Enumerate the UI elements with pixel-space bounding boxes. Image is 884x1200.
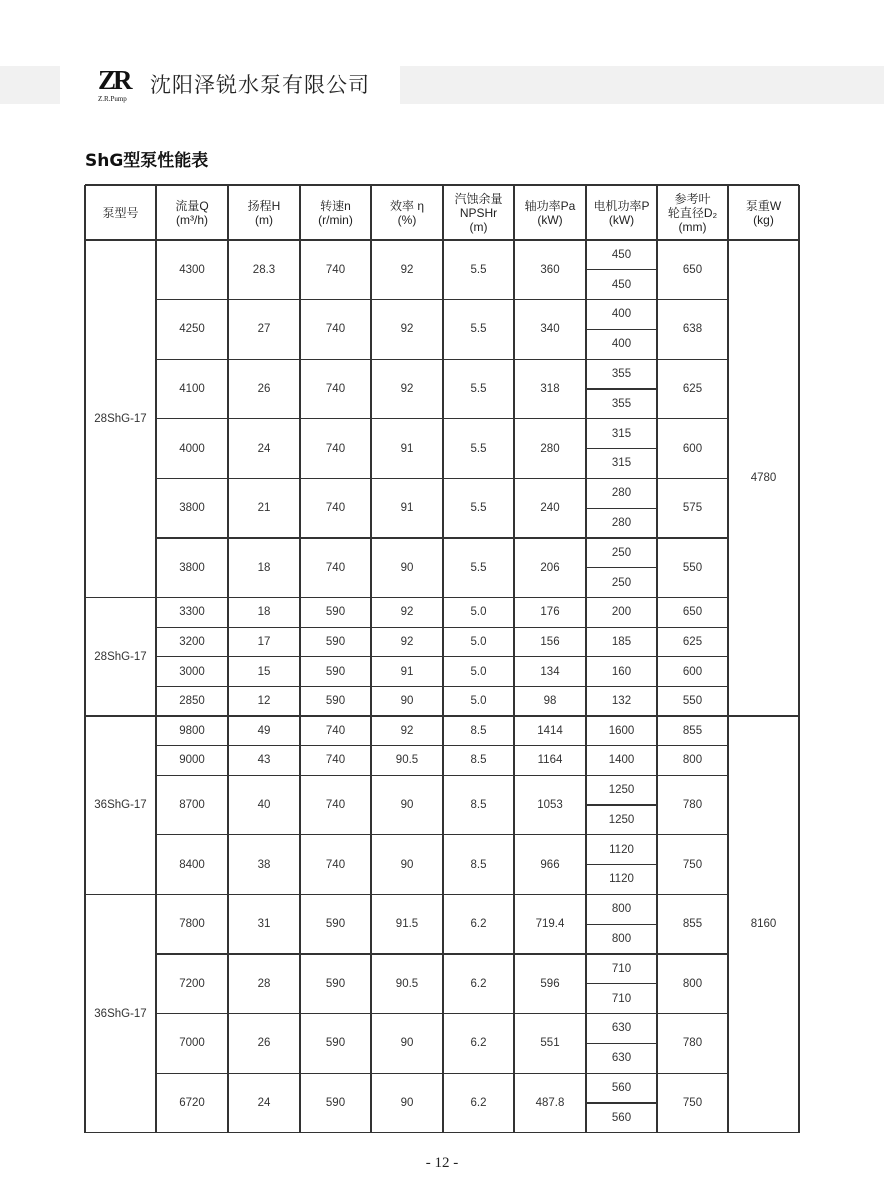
- table-rule: [798, 185, 799, 1133]
- table-cell-motor-power: 132: [611, 695, 632, 708]
- table-cell-h: 21: [257, 502, 271, 515]
- table-cell-npshr: 6.2: [470, 977, 487, 990]
- table-cell-npshr: 6.2: [470, 1096, 487, 1109]
- table-cell-motor-power: 560: [611, 1111, 632, 1124]
- table-cell-motor-power: 1600: [608, 724, 635, 737]
- column-header-line: (mm): [678, 219, 707, 234]
- company-name: 沈阳泽锐水泵有限公司: [150, 73, 370, 97]
- column-header: [300, 185, 371, 240]
- table-cell-n: 740: [325, 798, 346, 811]
- table-cell-eff: 90: [400, 858, 414, 871]
- table-cell-pa: 1414: [537, 724, 563, 737]
- table-cell-impeller-diameter: 650: [682, 263, 703, 276]
- table-cell-weight: 8160: [750, 918, 777, 931]
- table-cell-motor-power: 710: [611, 992, 632, 1005]
- table-rule: [586, 567, 657, 568]
- table-cell-motor-power: 250: [611, 546, 632, 559]
- column-header-line: 汽蚀余量: [454, 191, 503, 206]
- table-rule: [586, 508, 657, 509]
- table-cell-pa: 487.8: [535, 1096, 565, 1109]
- column-header-line: 转速n: [320, 198, 351, 213]
- table-cell-impeller-diameter: 575: [682, 502, 703, 515]
- table-rule: [84, 185, 85, 1133]
- column-header-line: 泵型号: [102, 205, 139, 220]
- table-rule: [586, 804, 657, 805]
- table-cell-model: 28ShG-17: [94, 412, 147, 425]
- column-header: [85, 185, 156, 240]
- column-header-line: (m³/h): [176, 212, 208, 227]
- column-header: [586, 185, 657, 240]
- table-cell-pa: 719.4: [535, 918, 565, 931]
- table-cell-eff: 90: [400, 1096, 414, 1109]
- table-rule: [656, 185, 657, 1133]
- table-rule: [586, 388, 657, 389]
- table-cell-motor-power: 630: [611, 1022, 632, 1035]
- table-cell-npshr: 6.2: [470, 1037, 487, 1050]
- table-cell-pa: 156: [540, 635, 560, 648]
- table-cell-npshr: 5.0: [470, 606, 487, 619]
- column-header-line: (kW): [608, 212, 635, 227]
- column-header-line: 轴功率Pa: [524, 198, 576, 213]
- table-cell-npshr: 5.5: [470, 442, 487, 455]
- table-cell-motor-power: 800: [611, 903, 632, 916]
- table-cell-n: 590: [325, 1096, 346, 1109]
- table-cell-motor-power: 400: [611, 308, 632, 321]
- table-cell-q: 7000: [179, 1037, 205, 1050]
- table-cell-npshr: 8.5: [470, 798, 487, 811]
- table-cell-pa: 98: [543, 695, 557, 708]
- table-cell-pa: 318: [540, 382, 560, 395]
- table-cell-npshr: 5.5: [470, 382, 487, 395]
- column-header-line: (r/min): [318, 212, 353, 227]
- table-cell-q: 3200: [179, 635, 205, 648]
- table-cell-q: 4250: [179, 323, 205, 336]
- table-cell-n: 740: [325, 724, 346, 737]
- table-cell-motor-power: 1250: [608, 813, 635, 826]
- table-cell-q: 8700: [179, 798, 205, 811]
- column-header-line: (m): [255, 212, 273, 227]
- table-cell-npshr: 5.0: [470, 695, 487, 708]
- table-cell-motor-power: 250: [611, 576, 632, 589]
- table-cell-pa: 360: [540, 263, 560, 276]
- table-cell-impeller-diameter: 638: [682, 323, 703, 336]
- table-cell-eff: 90: [400, 798, 414, 811]
- column-header-line: 效率 η: [389, 198, 424, 213]
- table-cell-h: 18: [257, 606, 271, 619]
- table-rule: [586, 924, 657, 925]
- company-logo: [98, 66, 146, 106]
- table-cell-npshr: 6.2: [470, 918, 487, 931]
- table-cell-motor-power: 355: [611, 368, 632, 381]
- table-cell-motor-power: 1250: [608, 784, 635, 797]
- column-header-line: (%): [397, 212, 417, 227]
- column-header: [443, 185, 514, 240]
- table-rule: [155, 185, 156, 1133]
- table-cell-n: 740: [325, 323, 346, 336]
- table-cell-motor-power: 185: [611, 635, 632, 648]
- table-cell-motor-power: 1400: [608, 754, 635, 767]
- table-rule: [442, 185, 443, 1133]
- logo-mark: ZR: [98, 65, 130, 95]
- table-cell-q: 3800: [179, 561, 205, 574]
- column-header: [156, 185, 228, 240]
- table-cell-n: 590: [325, 695, 346, 708]
- table-cell-h: 12: [257, 695, 271, 708]
- table-cell-q: 2850: [179, 695, 205, 708]
- table-cell-n: 740: [325, 263, 346, 276]
- table-cell-pa: 206: [540, 561, 560, 574]
- table-cell-h: 28.3: [252, 263, 276, 276]
- table-cell-eff: 92: [400, 606, 414, 619]
- table-cell-h: 31: [257, 918, 271, 931]
- table-cell-motor-power: 400: [611, 338, 632, 351]
- table-rule: [586, 1043, 657, 1044]
- page-title: ShG型泵性能表: [85, 151, 209, 171]
- table-cell-motor-power: 280: [611, 487, 632, 500]
- table-cell-impeller-diameter: 600: [682, 442, 703, 455]
- table-cell-motor-power: 280: [611, 517, 632, 530]
- table-cell-npshr: 5.5: [470, 323, 487, 336]
- table-cell-n: 740: [325, 858, 346, 871]
- table-cell-q: 4300: [179, 263, 205, 276]
- table-cell-q: 3800: [179, 502, 205, 515]
- table-rule: [727, 185, 728, 1133]
- table-cell-model: 36ShG-17: [94, 1007, 147, 1020]
- table-cell-q: 9000: [179, 754, 205, 767]
- table-cell-impeller-diameter: 750: [682, 858, 703, 871]
- table-cell-q: 7200: [179, 977, 205, 990]
- table-cell-h: 18: [257, 561, 271, 574]
- table-cell-eff: 90.5: [395, 754, 419, 767]
- table-cell-motor-power: 160: [611, 665, 632, 678]
- table-cell-npshr: 5.0: [470, 665, 487, 678]
- header-band-right: [400, 66, 884, 104]
- table-cell-q: 8400: [179, 858, 205, 871]
- column-header-line: 轮直径D₂: [667, 205, 718, 220]
- table-cell-pa: 340: [540, 323, 560, 336]
- column-header-line: (kg): [753, 212, 774, 227]
- table-cell-motor-power: 355: [611, 397, 632, 410]
- column-header: [657, 185, 728, 240]
- table-cell-motor-power: 450: [611, 278, 632, 291]
- table-cell-eff: 90: [400, 561, 414, 574]
- header-band-left: [0, 66, 60, 104]
- table-cell-q: 7800: [179, 918, 205, 931]
- table-cell-eff: 90: [400, 695, 414, 708]
- table-cell-q: 9800: [179, 724, 205, 737]
- column-header: [371, 185, 443, 240]
- table-cell-n: 740: [325, 382, 346, 395]
- table-cell-h: 40: [257, 798, 271, 811]
- table-cell-n: 590: [325, 977, 346, 990]
- table-cell-npshr: 8.5: [470, 858, 487, 871]
- table-cell-n: 740: [325, 754, 346, 767]
- table-rule: [299, 185, 300, 1133]
- table-cell-eff: 92: [400, 263, 414, 276]
- table-cell-pa: 1164: [537, 754, 563, 767]
- table-cell-impeller-diameter: 625: [682, 635, 703, 648]
- table-cell-q: 6720: [179, 1096, 205, 1109]
- table-cell-h: 28: [257, 977, 271, 990]
- table-cell-n: 590: [325, 635, 346, 648]
- table-rule: [85, 1132, 156, 1133]
- table-cell-eff: 92: [400, 635, 414, 648]
- table-cell-impeller-diameter: 625: [682, 382, 703, 395]
- table-rule: [227, 185, 228, 1133]
- table-cell-pa: 176: [540, 606, 560, 619]
- table-cell-impeller-diameter: 650: [682, 606, 703, 619]
- table-cell-eff: 91: [400, 665, 414, 678]
- column-header-line: 电机功率P: [593, 198, 650, 213]
- table-cell-n: 590: [325, 606, 346, 619]
- table-cell-motor-power: 1120: [609, 843, 634, 856]
- table-cell-impeller-diameter: 750: [682, 1096, 703, 1109]
- table-cell-h: 17: [257, 635, 271, 648]
- table-cell-eff: 92: [400, 724, 414, 737]
- table-cell-pa: 596: [540, 977, 560, 990]
- table-cell-h: 15: [257, 665, 271, 678]
- table-cell-eff: 92: [400, 323, 414, 336]
- logo-subtitle: Z.R.Pump: [98, 95, 127, 103]
- table-cell-motor-power: 800: [611, 933, 632, 946]
- performance-table: [85, 185, 799, 1133]
- table-cell-pa: 240: [540, 502, 560, 515]
- table-cell-motor-power: 630: [611, 1052, 632, 1065]
- table-cell-n: 590: [325, 918, 346, 931]
- table-cell-motor-power: 560: [611, 1082, 632, 1095]
- table-rule: [586, 448, 657, 449]
- table-rule: [586, 864, 657, 865]
- table-cell-pa: 1053: [537, 798, 563, 811]
- table-cell-eff: 90.5: [395, 977, 419, 990]
- table-rule: [586, 983, 657, 984]
- table-cell-motor-power: 710: [611, 962, 632, 975]
- table-cell-eff: 91: [400, 442, 414, 455]
- table-cell-impeller-diameter: 600: [682, 665, 703, 678]
- table-cell-q: 3000: [179, 665, 205, 678]
- table-cell-pa: 280: [540, 442, 560, 455]
- table-cell-h: 26: [257, 382, 271, 395]
- table-cell-motor-power: 200: [611, 606, 632, 619]
- table-cell-q: 4100: [179, 382, 205, 395]
- table-cell-impeller-diameter: 780: [682, 798, 703, 811]
- table-cell-n: 740: [325, 561, 346, 574]
- table-cell-pa: 551: [540, 1037, 560, 1050]
- table-cell-n: 740: [325, 442, 346, 455]
- table-cell-eff: 90: [400, 1037, 414, 1050]
- column-header-line: 扬程H: [247, 198, 281, 213]
- table-cell-npshr: 5.0: [470, 635, 487, 648]
- column-header-line: (m): [469, 219, 488, 234]
- table-cell-impeller-diameter: 550: [682, 695, 703, 708]
- column-header-line: 参考叶: [674, 191, 711, 206]
- table-cell-eff: 92: [400, 382, 414, 395]
- table-rule: [513, 185, 514, 1133]
- table-cell-weight: 4780: [750, 472, 777, 484]
- table-cell-impeller-diameter: 800: [682, 977, 703, 990]
- table-cell-npshr: 5.5: [470, 502, 487, 515]
- table-rule: [370, 185, 371, 1133]
- table-cell-h: 26: [257, 1037, 271, 1050]
- column-header: [228, 185, 300, 240]
- table-cell-motor-power: 315: [611, 427, 632, 440]
- table-cell-h: 27: [257, 323, 271, 336]
- table-cell-npshr: 5.5: [470, 561, 487, 574]
- column-header: [728, 185, 799, 240]
- table-cell-model: 36ShG-17: [94, 799, 147, 812]
- table-cell-model: 28ShG-17: [94, 650, 147, 663]
- table-rule: [586, 269, 657, 270]
- table-rule: [586, 1102, 657, 1103]
- column-header-line: 泵重W: [745, 198, 782, 213]
- table-cell-h: 43: [257, 754, 271, 767]
- table-cell-q: 4000: [179, 442, 205, 455]
- table-cell-impeller-diameter: 550: [682, 561, 703, 574]
- table-cell-eff: 91.5: [395, 918, 419, 931]
- table-cell-eff: 91: [400, 502, 414, 515]
- column-header-line: 流量Q: [175, 198, 209, 213]
- column-header: [514, 185, 586, 240]
- table-cell-impeller-diameter: 800: [682, 754, 703, 767]
- table-cell-npshr: 5.5: [470, 263, 487, 276]
- page-number: - 12 -: [425, 1155, 459, 1171]
- table-cell-motor-power: 1120: [609, 873, 634, 886]
- column-header-line: (kW): [537, 212, 563, 227]
- table-cell-pa: 966: [540, 858, 560, 871]
- table-cell-impeller-diameter: 855: [682, 918, 703, 931]
- table-cell-pa: 134: [540, 665, 560, 678]
- table-cell-impeller-diameter: 780: [682, 1037, 703, 1050]
- table-cell-q: 3300: [179, 606, 205, 619]
- table-cell-motor-power: 450: [611, 248, 632, 261]
- table-cell-npshr: 8.5: [470, 724, 487, 737]
- table-cell-motor-power: 315: [611, 457, 632, 470]
- table-cell-n: 740: [325, 502, 346, 515]
- column-header-line: NPSHr: [459, 205, 498, 220]
- table-cell-h: 49: [257, 724, 271, 737]
- table-rule: [586, 329, 657, 330]
- table-cell-h: 38: [257, 858, 271, 871]
- table-cell-n: 590: [325, 665, 346, 678]
- table-cell-h: 24: [257, 442, 271, 455]
- table-cell-impeller-diameter: 855: [682, 724, 703, 737]
- table-rule: [585, 185, 586, 1133]
- table-rule: [728, 1132, 799, 1133]
- table-cell-n: 590: [325, 1037, 346, 1050]
- table-cell-npshr: 8.5: [470, 754, 487, 767]
- table-cell-h: 24: [257, 1096, 271, 1109]
